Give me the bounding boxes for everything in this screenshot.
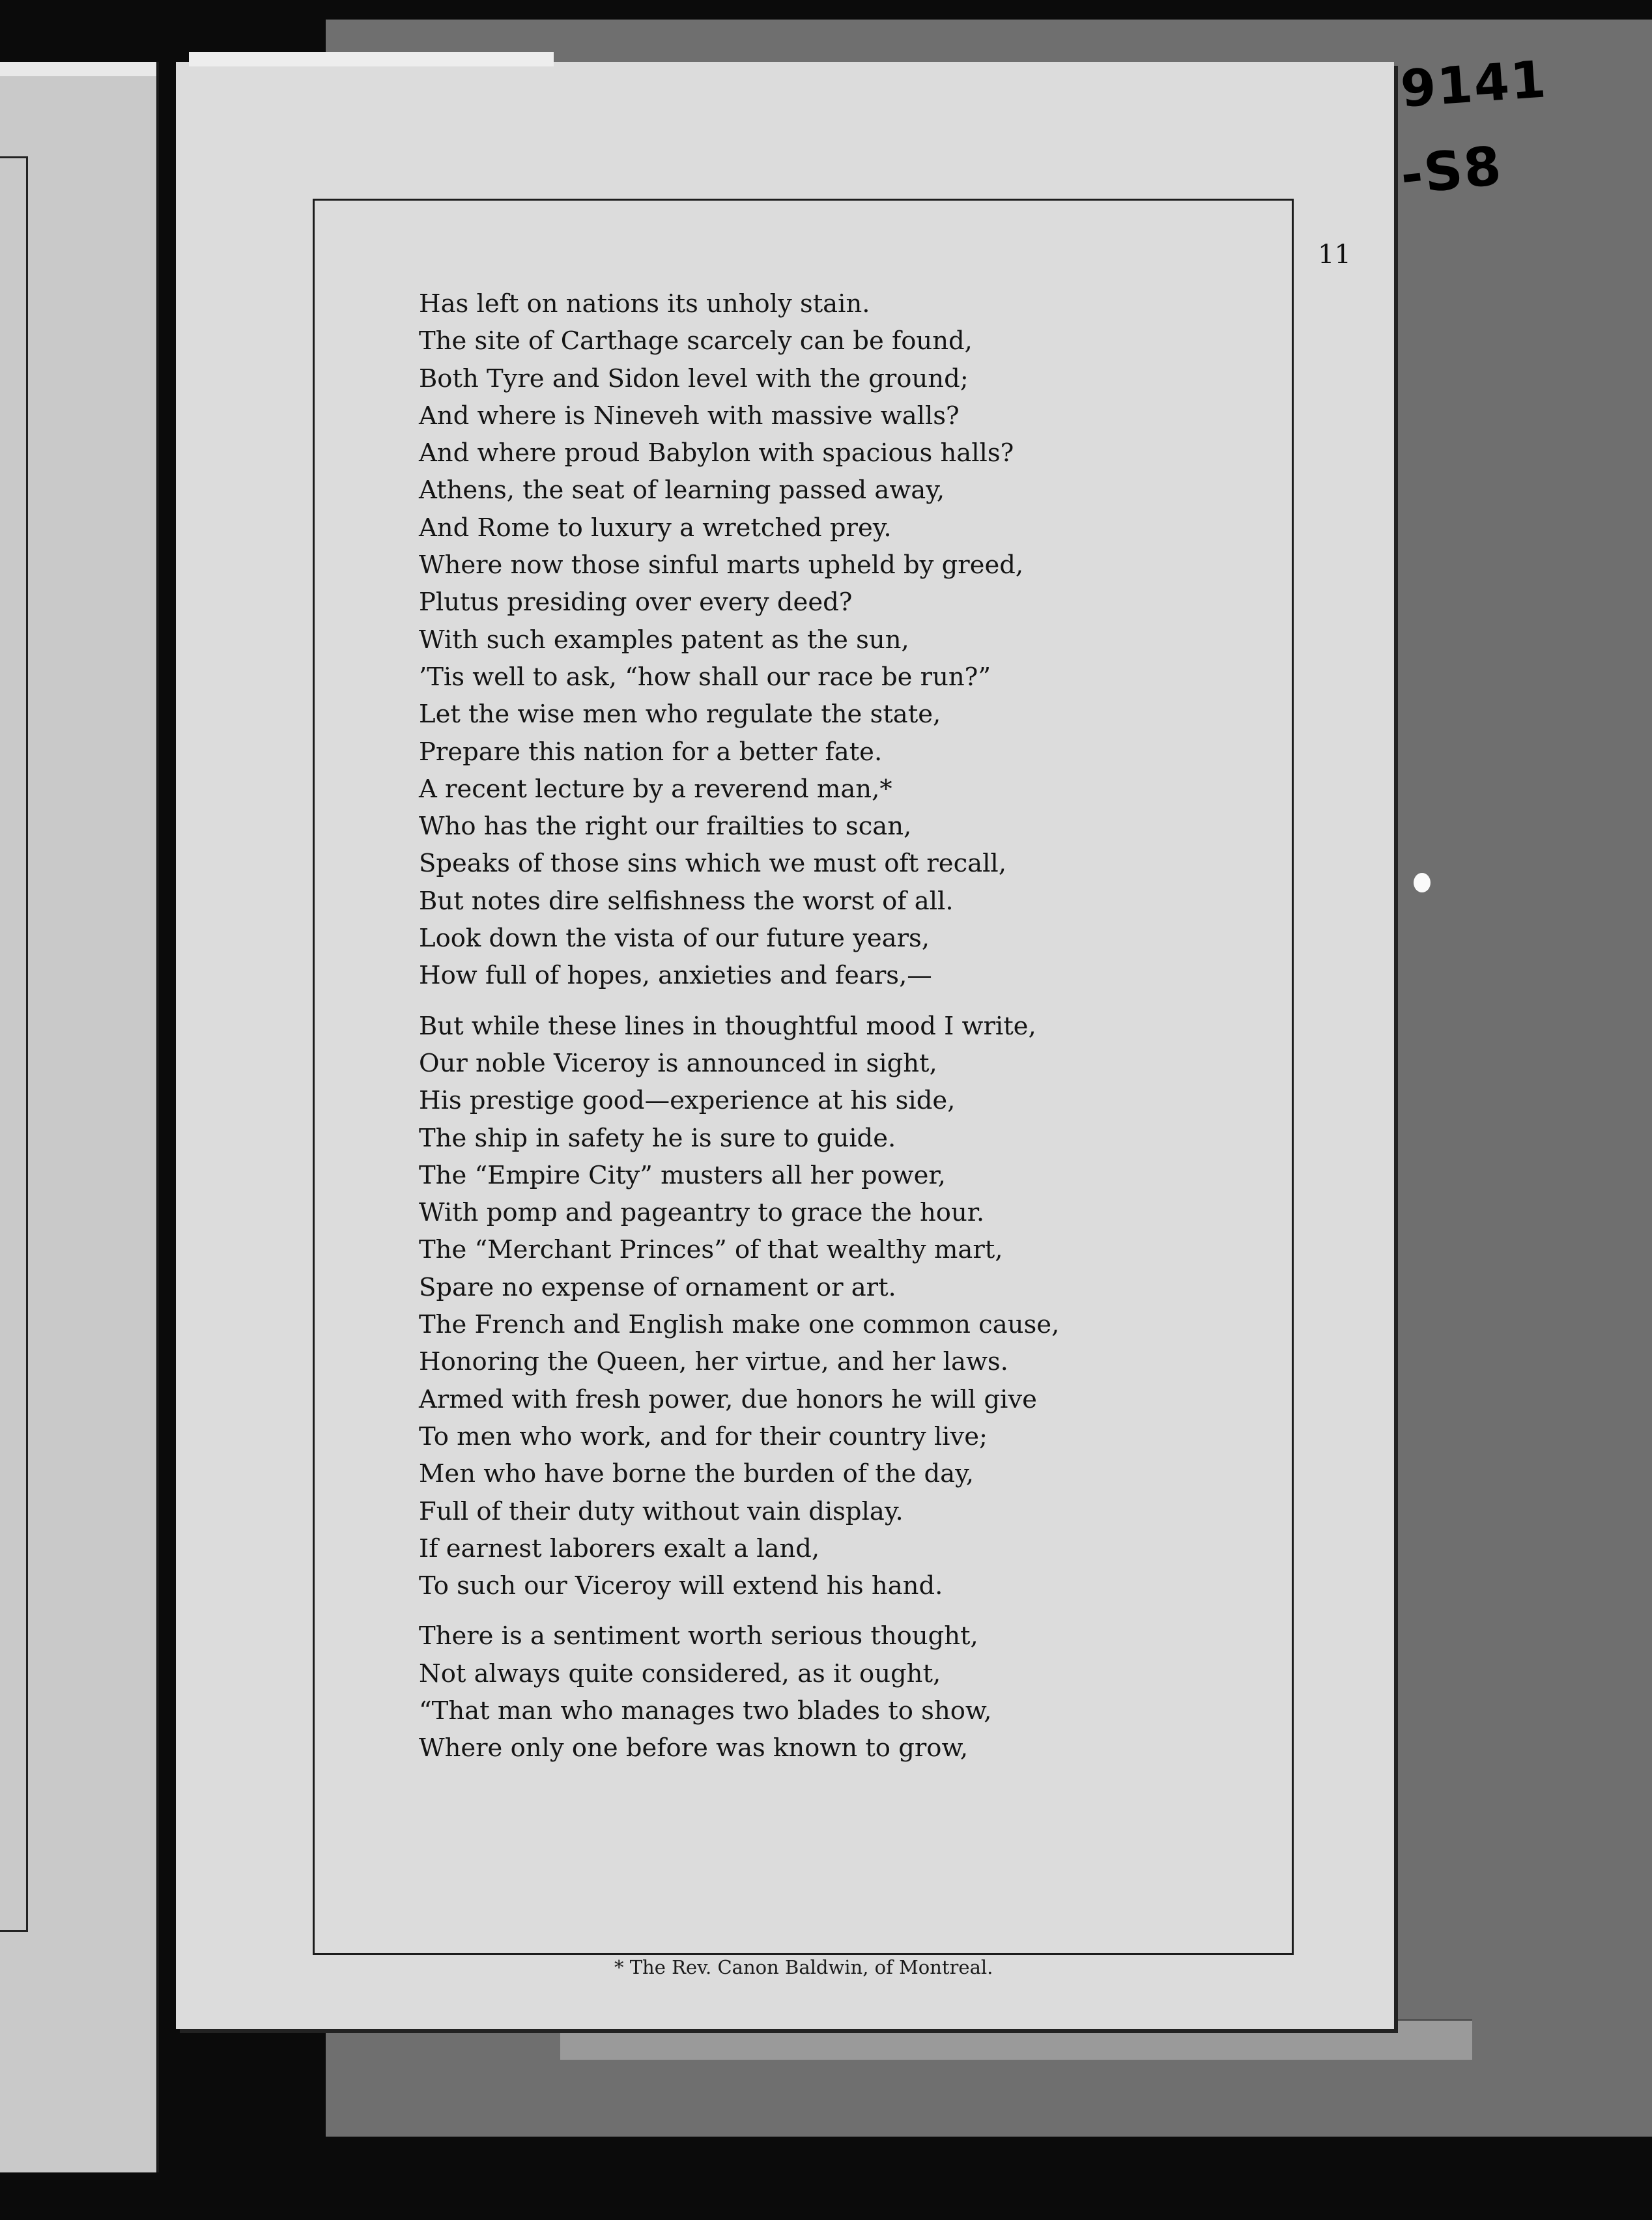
- poem-line: With pomp and pageantry to grace the hour.: [419, 1198, 985, 1228]
- poem-line: Armed with fresh power, due honors he will give: [419, 1384, 1037, 1414]
- poem-line: The ship in safety he is sure to guide.: [419, 1123, 896, 1153]
- stanza: [419, 1617, 1266, 1767]
- poem-line: Plutus presiding over every deed?: [419, 588, 853, 618]
- poem-line: Has left on nations its unholy stain.: [419, 289, 870, 319]
- poem-line: And Rome to luxury a wretched prey.: [419, 513, 892, 543]
- poem-line: Where only one before was known to grow,: [419, 1733, 969, 1763]
- page-border-frame: [313, 199, 1351, 1978]
- poem-line: ’Tis well to ask, “how shall our race be run?”: [419, 662, 991, 692]
- poem-line: But while these lines in thoughtful mood I write,: [419, 1011, 1036, 1041]
- poem-line: To such our Viceroy will extend his hand.: [419, 1571, 943, 1601]
- poem-line: There is a sentiment worth serious thought,: [419, 1621, 978, 1651]
- poem-line: Let the wise men who regulate the state,: [419, 700, 941, 730]
- book-page: [176, 62, 1394, 2029]
- poem-line: Prepare this nation for a better fate.: [419, 737, 883, 767]
- poem-line: Look down the vista of our future years,: [419, 924, 930, 954]
- poem-line: Our noble Viceroy is announced in sight,: [419, 1048, 937, 1078]
- poem-line: His prestige good—experience at his side,: [419, 1086, 956, 1116]
- poem-line: Who has the right our frailties to scan,: [419, 812, 912, 842]
- page-top-edge: [189, 52, 554, 66]
- poem-text: [419, 285, 1266, 1767]
- poem-line: Not always quite considered, as it ought,: [419, 1658, 941, 1688]
- left-page-border: [0, 156, 28, 1932]
- poem-line: Honoring the Queen, her virtue, and her laws.: [419, 1347, 1008, 1377]
- scan-speck: [1414, 873, 1431, 892]
- poem-line: Both Tyre and Sidon level with the ground;: [419, 363, 969, 393]
- poem-line: Athens, the seat of learning passed away,: [419, 476, 945, 505]
- poem-line: How full of hopes, anxieties and fears,—: [419, 961, 932, 991]
- poem-line: And where proud Babylon with spacious halls?: [419, 438, 1014, 468]
- page-number: 11: [1318, 240, 1351, 270]
- poem-line: If earnest laborers exalt a land,: [419, 1533, 820, 1563]
- handwritten-note: 9141: [1399, 50, 1549, 119]
- poem-line: Full of their duty without vain display.: [419, 1496, 904, 1526]
- handwritten-note: -S8: [1397, 135, 1505, 207]
- poem-line: Men who have borne the burden of the day,: [419, 1459, 975, 1489]
- footnote: * The Rev. Canon Baldwin, of Montreal.: [614, 1956, 993, 1978]
- poem-line: But notes dire selfishness the worst of all.: [419, 886, 954, 916]
- poem-line: The site of Carthage scarcely can be found,: [419, 326, 973, 356]
- poem-line: Speaks of those sins which we must oft recall,: [419, 849, 1006, 879]
- stanza: [419, 285, 1266, 995]
- left-page-top-edge: [0, 62, 156, 76]
- poem-line: The French and English make one common cause,: [419, 1310, 1060, 1340]
- poem-line: The “Empire City” musters all her power,: [419, 1160, 946, 1190]
- poem-line: A recent lecture by a reverend man,*: [419, 774, 892, 804]
- poem-line: “That man who manages two blades to show,: [419, 1696, 992, 1726]
- poem-line: The “Merchant Princes” of that wealthy mart,: [419, 1235, 1003, 1265]
- poem-line: And where is Nineveh with massive walls?: [419, 401, 960, 431]
- poem-line: Where now those sinful marts upheld by greed,: [419, 550, 1024, 580]
- poem-line: Spare no expense of ornament or art.: [419, 1272, 896, 1302]
- stanza: [419, 1008, 1266, 1605]
- poem-line: To men who work, and for their country live;: [419, 1421, 988, 1451]
- poem-line: With such examples patent as the sun,: [419, 625, 909, 655]
